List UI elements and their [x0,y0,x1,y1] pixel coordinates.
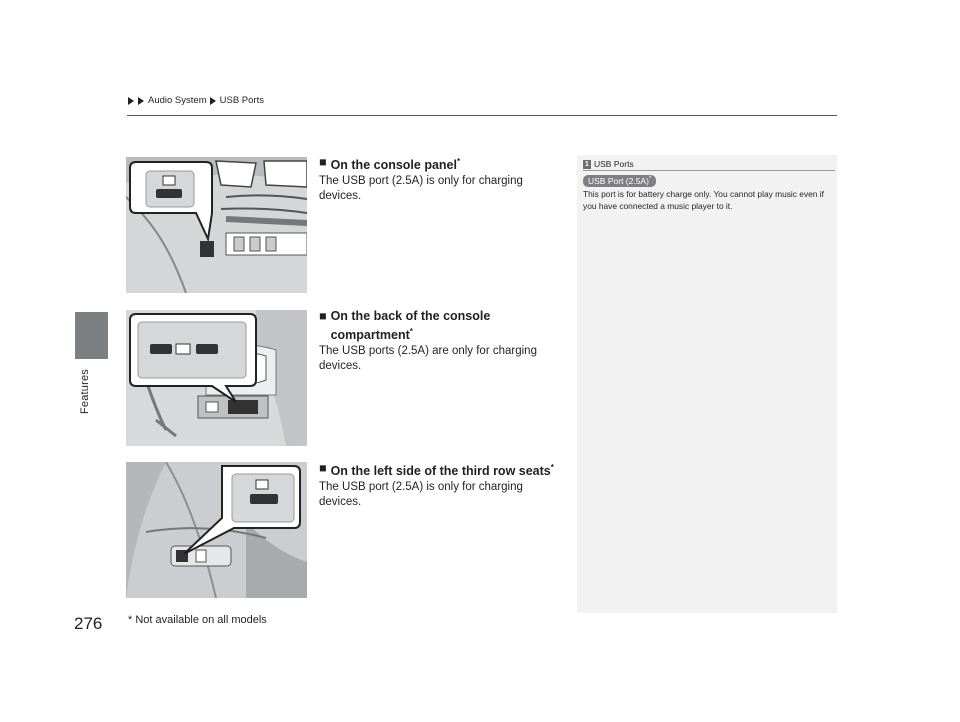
section-console-back [319,308,549,374]
breadcrumb [128,95,264,106]
reference-number-icon: 1 [583,160,591,169]
section-title: ■ On the left side of the third row seats* [319,461,554,479]
breadcrumb-arrow-icon [128,97,134,105]
section-console-panel [319,154,564,204]
footnote: * Not available on all models [128,614,267,626]
breadcrumb-audio-system[interactable]: Audio System [148,95,207,106]
section-title: ■ On the back of the console compartment* [319,309,491,343]
third-row-usb-illustration [126,462,307,598]
reference-panel [577,155,837,613]
breadcrumb-arrow-icon [138,97,144,105]
header-rule [127,115,837,116]
section-title: ■ On the console panel* [319,155,461,173]
page-number: 276 [74,614,103,633]
reference-badge: USB Port (2.5A)* [583,175,656,187]
sidebar-tab[interactable] [75,312,108,359]
reference-text: This port is for battery charge only. You cannot play music even if you have connected a music player to it. [583,189,824,211]
breadcrumb-usb-ports[interactable]: USB Ports [219,95,264,106]
section-third-row [319,460,569,510]
console-usb-illustration [126,157,307,293]
sidebar-label: Features [79,369,91,415]
reference-title: 1 USB Ports [583,159,634,169]
breadcrumb-arrow-icon [210,97,216,105]
section-body: The USB ports (2.5A) are only for charging devices. [319,345,537,373]
section-body: The USB port (2.5A) is only for charging devices. [319,481,523,509]
reference-rule [583,170,835,171]
section-body: The USB port (2.5A) is only for charging devices. [319,175,523,203]
console-back-usb-illustration [126,310,307,446]
